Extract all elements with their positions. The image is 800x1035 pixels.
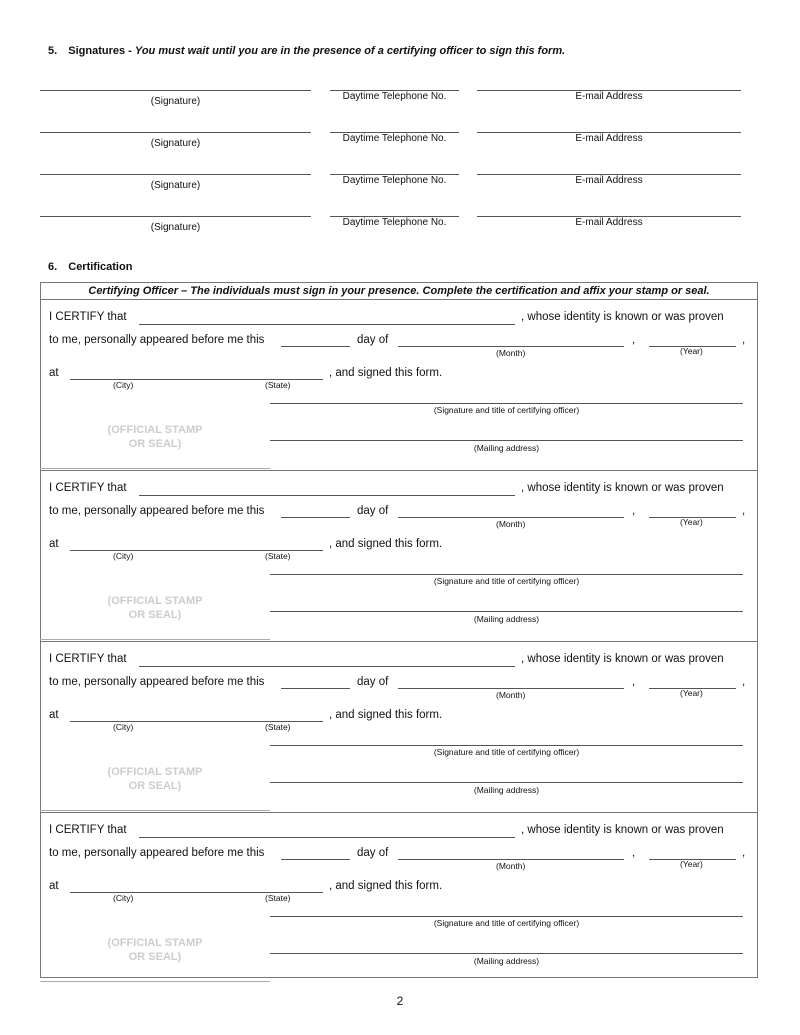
phone-label: Daytime Telephone No. [342, 175, 447, 186]
official-stamp-placeholder [80, 765, 230, 793]
certify-label: I CERTIFY that [49, 482, 127, 494]
stamp-line-2: OR SEAL) [128, 951, 182, 963]
year-label: (Year) [680, 688, 703, 698]
city-label: (City) [113, 380, 134, 390]
signature-line[interactable] [40, 216, 311, 217]
email-label: E-mail Address [575, 217, 643, 228]
section-5-number: 5. [48, 45, 58, 57]
comma: , [632, 676, 636, 688]
mailing-address-label: (Mailing address) [473, 443, 540, 453]
comma: , [742, 505, 746, 517]
official-stamp-placeholder [80, 594, 230, 622]
certified-names-field[interactable] [139, 837, 515, 838]
stamp-area-line [40, 981, 270, 982]
day-of-text: day of [357, 676, 389, 688]
stamp-line-2: OR SEAL) [128, 438, 182, 450]
month-label: (Month) [496, 861, 526, 871]
certify-label: I CERTIFY that [49, 653, 127, 665]
section-6-title: Certification [68, 261, 133, 273]
official-stamp-placeholder [80, 936, 230, 964]
identity-text: , whose identity is known or was proven [521, 311, 724, 323]
month-label: (Month) [496, 348, 526, 358]
state-label: (State) [265, 722, 291, 732]
section-5-instruction: You must wait until you are in the presence of a certifying officer to sign this form. [134, 45, 566, 57]
email-label: E-mail Address [575, 91, 643, 102]
section-5-heading [48, 45, 565, 57]
certifying-officer-header: Certifying Officer – The individuals must sign in your presence. Complete the certification and affix your stamp or seal. [40, 282, 758, 300]
certification-box [40, 282, 758, 978]
appeared-text: to me, personally appeared before me this [49, 847, 265, 859]
signed-text: , and signed this form. [329, 880, 443, 892]
month-field[interactable] [398, 517, 624, 518]
officer-signature-field[interactable] [270, 403, 743, 404]
identity-text: , whose identity is known or was proven [521, 653, 724, 665]
mailing-address-field[interactable] [270, 782, 743, 783]
stamp-area-line [40, 810, 270, 811]
certified-names-field[interactable] [139, 324, 515, 325]
signature-line[interactable] [40, 174, 311, 175]
signature-label: (Signature) [150, 96, 201, 107]
day-field[interactable] [281, 859, 350, 860]
stamp-line-2: OR SEAL) [128, 780, 182, 792]
mailing-address-label: (Mailing address) [473, 614, 540, 624]
at-text: at [49, 367, 59, 379]
signature-line[interactable] [40, 90, 311, 91]
phone-label: Daytime Telephone No. [342, 133, 447, 144]
stamp-area-line [40, 468, 270, 469]
signature-line[interactable] [40, 132, 311, 133]
identity-text: , whose identity is known or was proven [521, 482, 724, 494]
phone-label: Daytime Telephone No. [342, 91, 447, 102]
state-label: (State) [265, 380, 291, 390]
signed-text: , and signed this form. [329, 367, 443, 379]
stamp-line-1: (OFFICIAL STAMP [107, 595, 203, 607]
officer-signature-label: (Signature and title of certifying officer) [433, 747, 580, 757]
mailing-address-field[interactable] [270, 953, 743, 954]
state-label: (State) [265, 551, 291, 561]
certified-names-field[interactable] [139, 666, 515, 667]
comma: , [632, 505, 636, 517]
day-of-text: day of [357, 505, 389, 517]
day-of-text: day of [357, 334, 389, 346]
year-label: (Year) [680, 346, 703, 356]
signature-label: (Signature) [150, 222, 201, 233]
section-6-heading [48, 261, 132, 273]
mailing-address-label: (Mailing address) [473, 785, 540, 795]
appeared-text: to me, personally appeared before me this [49, 334, 265, 346]
month-label: (Month) [496, 519, 526, 529]
comma: , [742, 676, 746, 688]
officer-signature-label: (Signature and title of certifying officer) [433, 918, 580, 928]
signature-label: (Signature) [150, 138, 201, 149]
email-label: E-mail Address [575, 133, 643, 144]
city-label: (City) [113, 551, 134, 561]
month-field[interactable] [398, 688, 624, 689]
year-label: (Year) [680, 517, 703, 527]
appeared-text: to me, personally appeared before me this [49, 505, 265, 517]
block-separator [40, 641, 758, 642]
day-field[interactable] [281, 517, 350, 518]
year-label: (Year) [680, 859, 703, 869]
section-5-title: Signatures - [68, 45, 132, 57]
signed-text: , and signed this form. [329, 709, 443, 721]
officer-signature-field[interactable] [270, 916, 743, 917]
stamp-line-2: OR SEAL) [128, 609, 182, 621]
month-label: (Month) [496, 690, 526, 700]
certify-label: I CERTIFY that [49, 311, 127, 323]
comma: , [632, 847, 636, 859]
email-label: E-mail Address [575, 175, 643, 186]
appeared-text: to me, personally appeared before me this [49, 676, 265, 688]
stamp-area-line [40, 639, 270, 640]
mailing-address-field[interactable] [270, 440, 743, 441]
city-label: (City) [113, 893, 134, 903]
officer-signature-field[interactable] [270, 574, 743, 575]
state-label: (State) [265, 893, 291, 903]
stamp-line-1: (OFFICIAL STAMP [107, 424, 203, 436]
block-separator [40, 470, 758, 471]
signed-text: , and signed this form. [329, 538, 443, 550]
stamp-line-1: (OFFICIAL STAMP [107, 766, 203, 778]
officer-signature-field[interactable] [270, 745, 743, 746]
mailing-address-field[interactable] [270, 611, 743, 612]
certified-names-field[interactable] [139, 495, 515, 496]
signature-label: (Signature) [150, 180, 201, 191]
identity-text: , whose identity is known or was proven [521, 824, 724, 836]
block-separator [40, 812, 758, 813]
comma: , [632, 334, 636, 346]
comma: , [742, 847, 746, 859]
day-field[interactable] [281, 688, 350, 689]
comma: , [742, 334, 746, 346]
stamp-line-1: (OFFICIAL STAMP [107, 937, 203, 949]
day-field[interactable] [281, 346, 350, 347]
certify-label: I CERTIFY that [49, 824, 127, 836]
city-label: (City) [113, 722, 134, 732]
page-number: 2 [396, 994, 404, 1008]
section-6-number: 6. [48, 261, 58, 273]
mailing-address-label: (Mailing address) [473, 956, 540, 966]
day-of-text: day of [357, 847, 389, 859]
official-stamp-placeholder [80, 423, 230, 451]
at-text: at [49, 880, 59, 892]
at-text: at [49, 709, 59, 721]
at-text: at [49, 538, 59, 550]
phone-label: Daytime Telephone No. [342, 217, 447, 228]
month-field[interactable] [398, 346, 624, 347]
month-field[interactable] [398, 859, 624, 860]
officer-signature-label: (Signature and title of certifying officer) [433, 576, 580, 586]
officer-signature-label: (Signature and title of certifying officer) [433, 405, 580, 415]
